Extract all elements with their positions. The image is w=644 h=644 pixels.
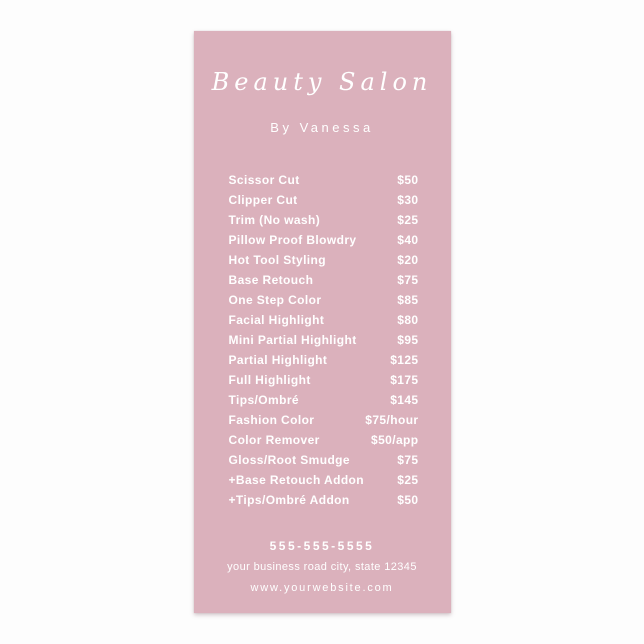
- service-price: $40: [397, 233, 419, 247]
- service-price: $85: [397, 293, 419, 307]
- service-name: Pillow Proof Blowdry: [228, 233, 357, 247]
- service-price: $50: [397, 173, 419, 187]
- service-price: $125: [390, 353, 419, 367]
- service-row: [229, 410, 419, 430]
- service-name: Scissor Cut: [228, 173, 300, 187]
- salon-subtitle: By Vanessa: [270, 120, 374, 135]
- phone-number: 555-555-5555: [269, 539, 375, 553]
- service-row: [229, 190, 419, 210]
- service-price: $30: [397, 193, 419, 207]
- service-price: $50: [397, 493, 419, 507]
- price-list-card: [194, 31, 451, 613]
- service-name: Full Highlight: [228, 373, 311, 387]
- service-name: Fashion Color: [228, 413, 315, 427]
- service-name: Base Retouch: [228, 273, 314, 287]
- website-url: www.yourwebsite.com: [250, 582, 394, 594]
- service-name: Trim (No wash): [228, 213, 321, 227]
- service-row: [229, 230, 419, 250]
- service-row: [229, 390, 419, 410]
- service-price: $20: [397, 253, 419, 267]
- service-name: Tips/Ombré: [228, 393, 299, 407]
- service-name: Facial Highlight: [228, 313, 325, 327]
- service-row: [229, 290, 419, 310]
- card-footer: [194, 536, 451, 597]
- service-name: Hot Tool Styling: [228, 253, 326, 267]
- salon-title: Beauty Salon: [211, 68, 433, 96]
- service-price: $25: [397, 473, 419, 487]
- service-row: [229, 170, 419, 190]
- service-row: [229, 430, 419, 450]
- service-name: Partial Highlight: [228, 353, 328, 367]
- service-row: [229, 210, 419, 230]
- service-name: +Tips/Ombré Addon: [228, 493, 350, 507]
- service-row: [229, 470, 419, 490]
- service-row: [229, 330, 419, 350]
- service-price: $50/app: [371, 433, 419, 447]
- service-price: $145: [390, 393, 419, 407]
- service-row: [229, 450, 419, 470]
- service-price-list: [194, 170, 451, 510]
- service-row: [229, 310, 419, 330]
- service-price: $75: [397, 453, 419, 467]
- service-price: $175: [390, 373, 419, 387]
- service-name: +Base Retouch Addon: [228, 473, 365, 487]
- service-row: [229, 370, 419, 390]
- service-row: [229, 250, 419, 270]
- service-row: [229, 270, 419, 290]
- service-name: One Step Color: [228, 293, 322, 307]
- service-price: $80: [397, 313, 419, 327]
- service-name: Mini Partial Highlight: [228, 333, 357, 347]
- service-name: Gloss/Root Smudge: [228, 453, 350, 467]
- service-price: $75/hour: [365, 413, 419, 427]
- service-row: [229, 350, 419, 370]
- service-row: [229, 490, 419, 510]
- service-price: $95: [397, 333, 419, 347]
- service-name: Clipper Cut: [228, 193, 298, 207]
- business-address: your business road city, state 12345: [227, 561, 417, 573]
- service-price: $75: [397, 273, 419, 287]
- service-name: Color Remover: [228, 433, 320, 447]
- service-price: $25: [397, 213, 419, 227]
